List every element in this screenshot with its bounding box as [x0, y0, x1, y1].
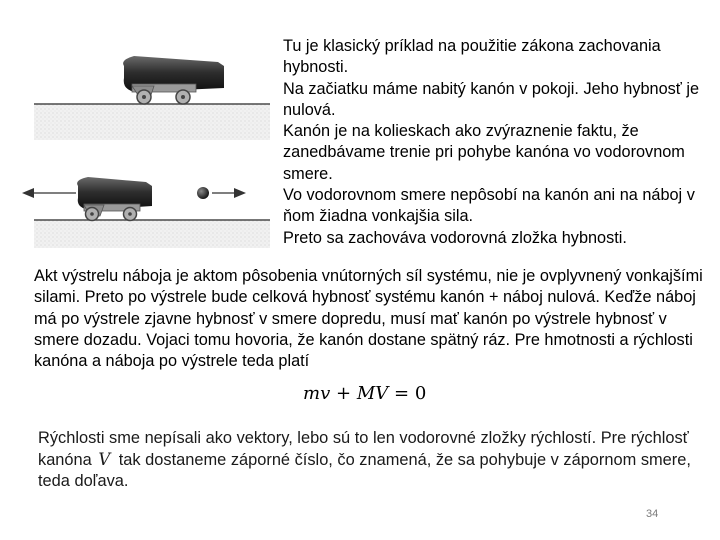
note-paragraph [38, 428, 698, 492]
cannon-at-rest [34, 56, 270, 140]
equation-plus: + [335, 383, 352, 404]
equation-term-mv: mv [303, 383, 331, 404]
page-number: 34 [646, 508, 659, 520]
cannon-after-firing [22, 177, 270, 248]
cannonball [197, 187, 209, 199]
momentum-equation [303, 383, 426, 404]
equation-equals: = [393, 383, 410, 404]
text-line-1: Tu je klasický príklad na použitie zákona zachovania hybnosti. [283, 37, 661, 77]
ground-bottom [34, 220, 270, 248]
text-line-4: Vo vodorovnom smere nepôsobí na kanón ani na náboj v ňom žiadna vonkajšia sila. [283, 186, 695, 226]
text-line-5: Preto sa zachováva vodorovná zložka hybnosti. [283, 228, 627, 247]
equation-rhs: 0 [414, 383, 427, 404]
cannon-illustration [0, 0, 280, 250]
note-text-after: tak dostaneme záporné číslo, čo znamená, že sa pohybuje v zápornom smere, teda doľava. [38, 451, 691, 490]
text-line-3: Kanón je na kolieskach ako zvýraznenie faktu, že zanedbávame trenie pri pohybe kanóna vo vodorovnom smere. [283, 122, 685, 183]
note-variable-V: V [98, 450, 111, 469]
note-text-before: Rýchlosti sme nepísali ako vektory, lebo sú to len vodorovné zložky rýchlostí. Pre rýchlosť kanóna [38, 429, 689, 469]
ground-top [34, 104, 270, 140]
text-line-2: Na začiatku máme nabitý kanón v pokoji. Jeho hybnosť je nulová. [283, 79, 700, 119]
paragraph-main: Akt výstrelu náboja je aktom pôsobenia vnútorných síl systému, nie je ovplyvnený vonkajšími silami. Preto po výstrele bude celková hybnosť systému kanón + náboj nulová. Keďže náboj má po výstrele zjavne hybnosť v smere dopredu, musí mať kanón po výstrele hybnosť v smere dozadu. Vojaci tomu hovoria, že kanón dostane spätný ráz. Pre hmotnosti a rýchlosti kanóna a náboja po výstrele teda platí [34, 267, 703, 371]
text-block-top [283, 36, 708, 249]
equation-term-MV: MV [356, 383, 389, 404]
